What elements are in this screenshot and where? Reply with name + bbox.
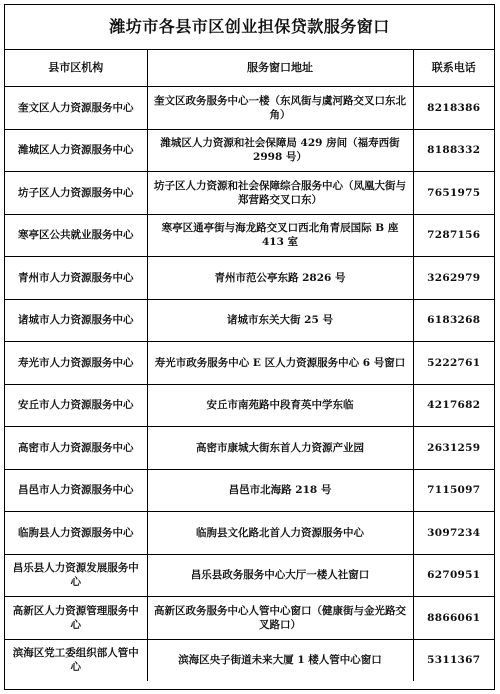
table-row [5,129,494,172]
phone-cell: 7115097 [413,469,494,512]
table-row [5,469,494,512]
service-window-table [5,50,494,681]
column-header-org: 县市区机构 [5,50,147,87]
org-cell: 潍城区人力资源服务中心 [5,129,147,172]
address-cell: 诸城市东关大街 25 号 [147,299,413,342]
org-cell: 寿光市人力资源服务中心 [5,342,147,385]
table-row [5,214,494,257]
phone-cell: 2631259 [413,427,494,470]
phone-cell: 6183268 [413,299,494,342]
org-cell: 诸城市人力资源服务中心 [5,299,147,342]
phone-cell: 8188332 [413,129,494,172]
address-cell: 奎文区政务服务中心一楼（东风街与虞河路交叉口东北角） [147,87,413,130]
org-cell: 临朐县人力资源服务中心 [5,512,147,555]
org-cell: 滨海区党工委组织部人管中心 [5,639,147,681]
address-cell: 昌乐县政务服务中心大厅一楼人社窗口 [147,554,413,597]
org-cell: 寒亭区公共就业服务中心 [5,214,147,257]
phone-cell: 4217682 [413,384,494,427]
address-cell: 临朐县文化路北首人力资源服务中心 [147,512,413,555]
org-cell: 昌乐县人力资源发展服务中心 [5,554,147,597]
address-cell: 昌邑市北海路 218 号 [147,469,413,512]
phone-cell: 7651975 [413,172,494,215]
org-cell: 高新区人力资源管理服务中心 [5,597,147,640]
table-row [5,639,494,681]
table-row [5,384,494,427]
phone-cell: 7287156 [413,214,494,257]
column-header-address: 服务窗口地址 [147,50,413,87]
phone-cell: 6270951 [413,554,494,597]
address-cell: 青州市范公亭东路 2826 号 [147,257,413,300]
org-cell: 安丘市人力资源服务中心 [5,384,147,427]
phone-cell: 3097234 [413,512,494,555]
table-header-row [5,50,494,87]
org-cell: 青州市人力资源服务中心 [5,257,147,300]
page-title: 潍坊市各县市区创业担保贷款服务窗口 [5,5,494,50]
document-sheet [4,4,495,690]
org-cell: 高密市人力资源服务中心 [5,427,147,470]
address-cell: 寒亭区通亭街与海龙路交叉口西北角青辰国际 B 座 413 室 [147,214,413,257]
phone-cell: 8218386 [413,87,494,130]
table-row [5,172,494,215]
org-cell: 昌邑市人力资源服务中心 [5,469,147,512]
address-cell: 高新区政务服务中心人管中心窗口（健康街与金光路交叉路口） [147,597,413,640]
address-cell: 高密市康城大街东首人力资源产业园 [147,427,413,470]
table-row [5,597,494,640]
table-row [5,257,494,300]
table-row [5,512,494,555]
table-row [5,87,494,130]
column-header-phone: 联系电话 [413,50,494,87]
address-cell: 潍城区人力资源和社会保障局 429 房间（福寿西街 2998 号） [147,129,413,172]
table-row [5,299,494,342]
table-row [5,427,494,470]
address-cell: 坊子区人力资源和社会保障综合服务中心（凤凰大街与郑营路交叉口东） [147,172,413,215]
phone-cell: 3262979 [413,257,494,300]
org-cell: 坊子区人力资源服务中心 [5,172,147,215]
address-cell: 安丘市南苑路中段育英中学东临 [147,384,413,427]
phone-cell: 8866061 [413,597,494,640]
phone-cell: 5311367 [413,639,494,681]
org-cell: 奎文区人力资源服务中心 [5,87,147,130]
table-row [5,554,494,597]
phone-cell: 5222761 [413,342,494,385]
table-row [5,342,494,385]
address-cell: 滨海区央子街道未来大厦 1 楼人管中心窗口 [147,639,413,681]
address-cell: 寿光市政务服务中心 E 区人力资源服务中心 6 号窗口 [147,342,413,385]
